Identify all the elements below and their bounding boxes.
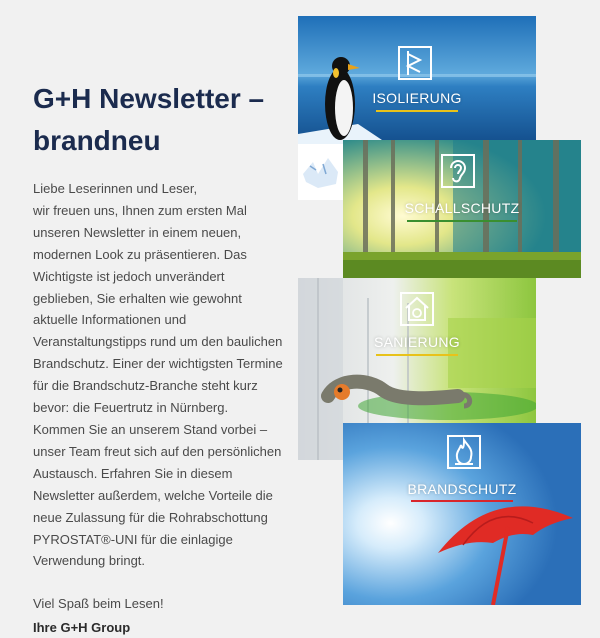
tile-label: SCHALLSCHUTZ (404, 200, 520, 216)
tile-brandschutz[interactable] (343, 423, 581, 605)
newsletter-signature: Ihre G+H Group (33, 620, 131, 635)
house-recycle-icon (400, 292, 434, 326)
tile-label: BRANDSCHUTZ (407, 481, 517, 497)
tile-underline (376, 354, 458, 356)
insulation-icon (398, 46, 432, 80)
ice-fragment-image (298, 144, 343, 200)
tile-schallschutz[interactable] (343, 140, 581, 278)
newsletter-body: Liebe Leserinnen und Leser, wir freuen uns, Ihnen zum ersten Mal unseren Newsletter in einem neuen, modernen Look zu präsentieren. Das Wichtigste ist jedoch unverändert geblieben, Sie erhalten wie gewohnt aktuelle Informationen und Veranstaltungstipps rund um den baulichen Brandschutz. Einer der wichtigsten Termine für die Brandschutz-Branche steht kurz bevor: die Feuertrutz in Nürnberg. Kommen Sie an unserem Stand vorbei – unser Team freut sich auf den persönlichen Austausch. Erfahren Sie in diesem Newsletter außerdem, welche Vorteile die neue Zulassung für die Rohrabschottung PYROSTAT®-UNI für die einlagige Verwendung bringt. (33, 181, 283, 569)
tile-label: ISOLIERUNG (372, 90, 462, 106)
tile-underline (376, 110, 458, 112)
flame-icon (447, 435, 481, 469)
tile-isolierung[interactable] (298, 16, 536, 144)
tile-underline (411, 500, 513, 502)
ear-icon (441, 154, 475, 188)
newsletter-title: G+H Newsletter – brandneu (33, 83, 265, 156)
newsletter-greeting: Viel Spaß beim Lesen! (33, 596, 164, 611)
tile-underline (407, 220, 517, 222)
tile-label: SANIERUNG (374, 334, 460, 350)
